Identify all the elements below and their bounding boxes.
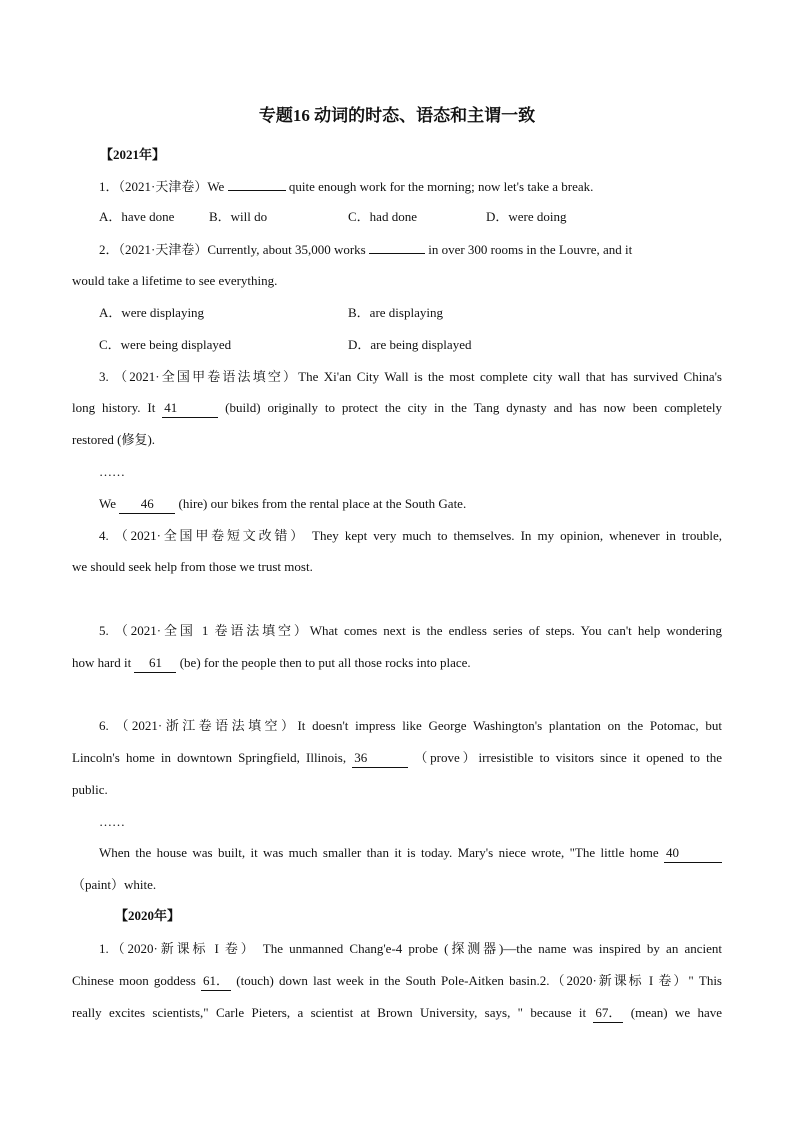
- question-3-line-3: restored (修复).: [72, 432, 156, 447]
- question-6-line-6: （paint）white.: [72, 877, 157, 892]
- option-a: A．have done: [99, 209, 175, 224]
- answer-blank-41: 41: [162, 399, 218, 418]
- question-5: 5. （2021·全国 1 卷语法填空）What comes next is the endless series of steps. You can't help wondering: [99, 623, 722, 638]
- question-3: 3. （2021·全国甲卷语法填空）The Xi'an City Wall is the most complete city wall that has survived China's: [99, 369, 722, 384]
- section-heading-2021: 【2021年】: [100, 147, 166, 162]
- option-c: C．had done: [348, 209, 417, 224]
- answer-blank: [228, 177, 286, 191]
- question-4: 4. （2021·全国甲卷短文改错） They kept very much to themselves. In my opinion, whenever in trouble,: [99, 528, 722, 543]
- option-d: D．were doing: [486, 209, 567, 224]
- question-3-line-5: We 46 (hire) our bikes from the rental place at the South Gate.: [99, 495, 722, 514]
- ellipsis: ……: [99, 814, 125, 829]
- answer-blank-61: 61．: [201, 972, 231, 991]
- question-4-line-2: we should seek help from those we trust most.: [72, 559, 313, 574]
- answer-blank-40: 40: [664, 844, 722, 863]
- option-a: A．were displaying: [99, 305, 205, 320]
- option-b: B．will do: [209, 209, 268, 224]
- question-5-line-2: how hard it 61 (be) for the people then to put all those rocks into place.: [72, 654, 722, 673]
- section-heading-2020: 【2020年】: [115, 908, 181, 923]
- question-2020-1: 1.（2020·新课标 I 卷） The unmanned Chang'e-4 probe (探测器)—the name was inspired by an ancient: [99, 941, 722, 956]
- option-c: C．were being displayed: [99, 337, 232, 352]
- question-2-line-2: would take a lifetime to see everything.: [72, 273, 278, 288]
- question-1: 1．（2021·天津卷）We quite enough work for the morning; now let's take a break.: [99, 179, 594, 194]
- question-6-line-3: public.: [72, 782, 108, 797]
- answer-blank-46: 46: [119, 495, 175, 514]
- question-6: 6. （2021·浙江卷语法填空）It doesn't impress like George Washington's plantation on the Potomac, but: [99, 718, 722, 733]
- page-title: 专题16 动词的时态、语态和主谓一致: [258, 106, 536, 125]
- question-2020-1-line-3: really excites scientists," Carle Pieters, a scientist at Brown University, says, " because it 67． (mean) we have: [72, 1004, 722, 1023]
- question-2020-1-line-2: Chinese moon goddess 61． (touch) down last week in the South Pole-Aitken basin.2.（2020·新课标 I 卷）" This: [72, 972, 722, 991]
- answer-blank-67: 67．: [593, 1004, 623, 1023]
- ellipsis: ……: [99, 464, 125, 479]
- option-d: D．are being displayed: [348, 337, 472, 352]
- option-b: B．are displaying: [348, 305, 443, 320]
- answer-blank-61: 61: [134, 654, 176, 673]
- answer-blank: [369, 240, 425, 254]
- question-2: 2．（2021·天津卷）Currently, about 35,000 works in over 300 rooms in the Louvre, and it: [99, 242, 633, 257]
- answer-blank-36: 36: [352, 749, 408, 768]
- question-6-line-2: Lincoln's home in downtown Springfield, Illinois, 36 （prove）irresistible to visitors since it opened to the: [72, 749, 722, 768]
- question-6-line-5: When the house was built, it was much smaller than it is today. Mary's niece wrote, "The little home 40: [99, 844, 722, 863]
- question-3-line-2: long history. It 41 (build) originally to protect the city in the Tang dynasty and has now been completely: [72, 399, 722, 418]
